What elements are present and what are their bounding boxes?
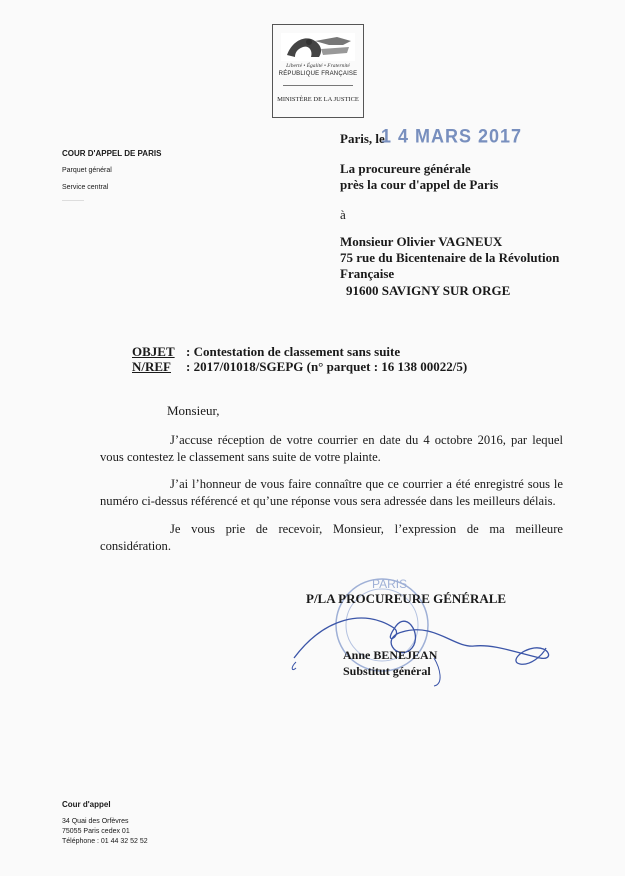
signatory-role: Substitut général [343,664,431,678]
ref-value: : 2017/01018/SGEPG (n° parquet : 16 138 00022/5) [186,359,468,374]
footer-address-1: 34 Quai des Orfèvres [62,818,129,825]
sender-court: COUR D'APPEL DE PARIS [62,149,162,158]
recipient-street-2: Française [340,266,395,281]
recipient-city: 91600 SAVIGNY SUR ORGE [346,283,511,298]
footer-address-2: 75055 Paris cedex 01 [62,828,130,835]
objet-label: OBJET [132,344,175,359]
from-line-2: près la cour d'appel de Paris [340,177,499,192]
logo-divider [283,85,353,86]
scan-mark [62,200,84,201]
seal-text: PARIS [372,577,408,591]
signatory-name: Anne BENEJEAN [343,648,438,662]
republic-name: RÉPUBLIQUE FRANÇAISE [278,71,358,77]
ministry-logo [272,24,364,118]
sender-service: Service central [62,184,109,191]
date-line [340,131,385,147]
ministry-name: MINISTÈRE DE LA JUSTICE [277,96,359,103]
signature-title: P/LA PROCUREURE GÉNÉRALE [306,591,507,606]
recipient-name: Monsieur Olivier VAGNEUX [340,234,503,249]
objet-value: : Contestation de classement sans suite [186,344,401,359]
paragraph-2: J’ai l’honneur de vous faire connaître que ce courrier a été enregistré sous le numéro ci-dessus référencé et qu’une réponse vous sera adressée dans les meilleurs délais. [100,477,563,508]
republic-motto: Liberté • Égalité • Fraternité [286,63,350,69]
paragraph-3: Je vous prie de recevoir, Monsieur, l’expression de ma meilleure considération. [100,522,563,553]
date-stamp: 1 4 MARS 2017 [381,124,523,147]
footer-phone: Téléphone : 01 44 32 52 52 [62,838,148,845]
ref-label: N/REF [132,359,171,374]
recipient-street-1: 75 rue du Bicentenaire de la Révolution [340,250,560,265]
to-word: à [340,207,346,222]
sender-dept: Parquet général [62,167,112,174]
footer-title: Cour d'appel [62,800,111,809]
marianne-emblem-icon [281,33,355,61]
date-prefix: Paris, le [340,131,385,146]
from-line-1: La procureure générale [340,161,471,176]
paragraph-1: J’accuse réception de votre courrier en date du 4 octobre 2016, par lequel vous contestez le classement sans suite de votre plainte. [100,433,563,464]
salutation: Monsieur, [167,403,220,418]
